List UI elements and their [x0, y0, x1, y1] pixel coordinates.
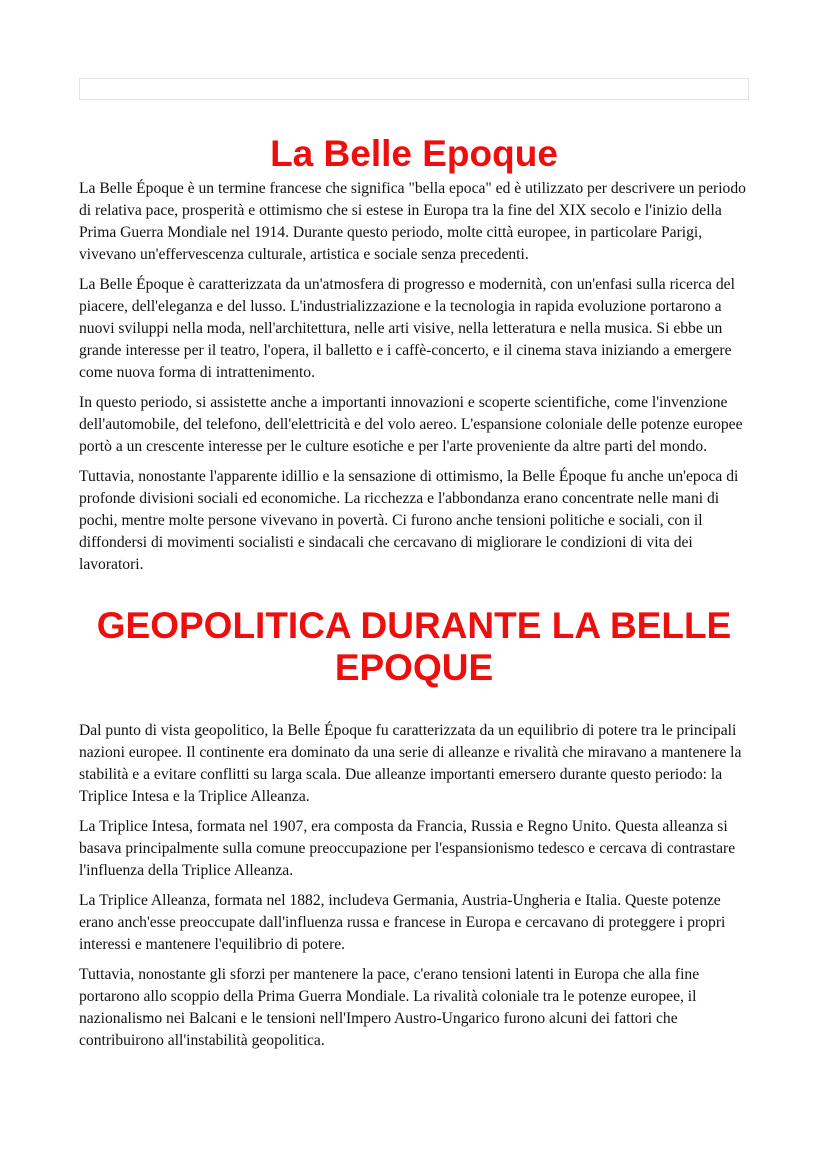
paragraph: La Belle Époque è caratterizzata da un'atmosfera di progresso e modernità, con un'enfasi sulla ricerca del piacere, dell'eleganza e del lusso. L'industrializzazione e la tecnologia in rapida evoluzione portarono a nuovi sviluppi nella moda, nell'architettura, nelle arti visive, nella letteratura e nella musica. Si ebbe un grande interesse per il teatro, l'opera, il balletto e i caffè-concerto, e il cinema stava iniziando a emergere come nuova forma di intrattenimento.	[79, 276, 735, 381]
paragraph: Tuttavia, nonostante l'apparente idillio e la sensazione di ottimismo, la Belle Époque fu anche un'epoca di profonde divisioni sociali ed economiche. La ricchezza e l'abbondanza erano concentrate nelle mani di pochi, mentre molte persone vivevano in povertà. Ci furono anche tensioni politiche e sociali, con il diffondersi di movimenti socialisti e sindacali che cercavano di migliorare le condizioni di vita dei lavoratori.	[79, 468, 739, 573]
document-page	[79, 78, 749, 1060]
paragraph: Dal punto di vista geopolitico, la Belle Époque fu caratterizzata da un equilibrio di potere tra le principali nazioni europee. Il continente era dominato da una serie di alleanze e rivalità che miravano a mantenere la stabilità e a evitare conflitti su larga scala. Due alleanze importanti emersero durante questo periodo: la Triplice Intesa e la Triplice Alleanza.	[79, 722, 742, 805]
paragraph: La Triplice Alleanza, formata nel 1882, includeva Germania, Austria-Ungheria e Italia. Queste potenze erano anch'esse preoccupate dall'influenza russa e francese in Europa e cercavano di proteggere i propri interessi e mantenere l'equilibrio di potere.	[79, 892, 726, 953]
paragraph: La Belle Époque è un termine francese che significa "bella epoca" ed è utilizzato per descrivere un periodo di relativa pace, prosperità e ottimismo che si estese in Europa tra la fine del XIX secolo e l'inizio della Prima Guerra Mondiale nel 1914. Durante questo periodo, molte città europee, in particolare Parigi, vivevano un'effervescenza culturale, artistica e sociale senza precedenti.	[79, 180, 746, 263]
header-box	[79, 78, 749, 100]
section-title-geopolitica: GEOPOLITICA DURANTE LA BELLE EPOQUE	[96, 605, 732, 688]
paragraph: Tuttavia, nonostante gli sforzi per mantenere la pace, c'erano tensioni latenti in Europa che alla fine portarono allo scoppio della Prima Guerra Mondiale. La rivalità coloniale tra le potenze europee, il nazionalismo nei Balcani e le tensioni nell'Impero Austro-Ungarico furono alcuni dei fattori che contribuirono all'instabilità geopolitica.	[79, 966, 700, 1049]
paragraph: La Triplice Intesa, formata nel 1907, era composta da Francia, Russia e Regno Unito. Questa alleanza si basava principalmente sulla comune preoccupazione per l'espansionismo tedesco e cercava di contrastare l'influenza della Triplice Alleanza.	[79, 818, 736, 879]
section-title-belle-epoque: La Belle Epoque	[270, 133, 558, 174]
paragraph: In questo periodo, si assistette anche a importanti innovazioni e scoperte scientifiche, come l'invenzione dell'automobile, del telefono, dell'elettricità e del volo aereo. L'espansione coloniale delle potenze europee portò a un crescente interesse per le culture esotiche e per l'arte proveniente da altre parti del mondo.	[79, 394, 743, 455]
